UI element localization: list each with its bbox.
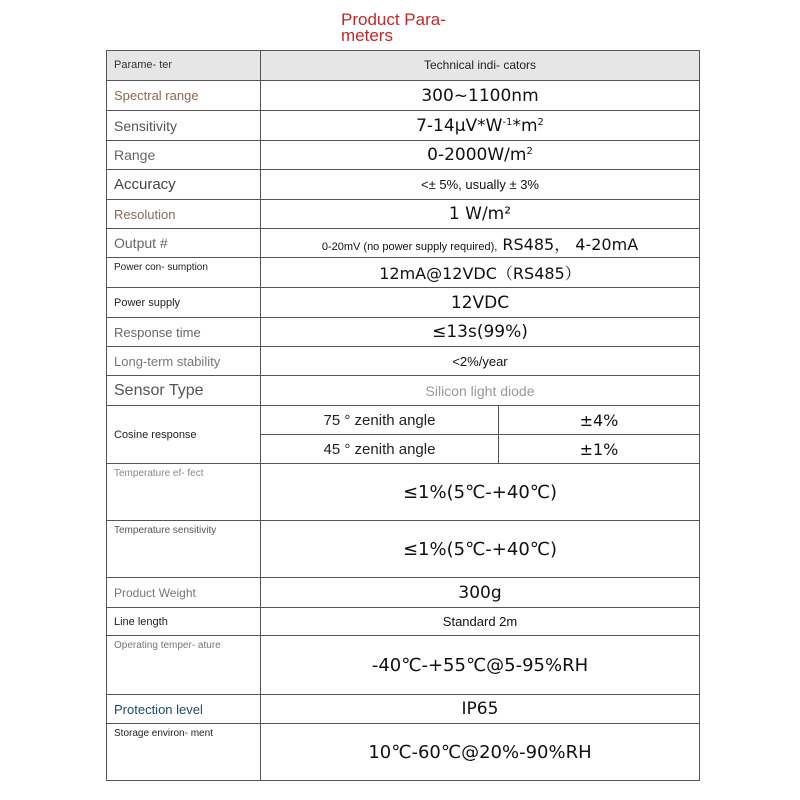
- label-spectral-range: Spectral range: [107, 81, 261, 111]
- value-temperature-sensitivity: ≤1%(5℃-+40℃): [261, 521, 700, 578]
- table-row: [107, 111, 700, 141]
- header-technical-indicators: Technical indi- cators: [261, 51, 700, 81]
- table-row: [107, 406, 700, 435]
- value-storage-environment: 10℃-60℃@20%-90%RH: [261, 724, 700, 781]
- label-resolution: Resolution: [107, 200, 261, 229]
- value-line-length: Standard 2m: [261, 608, 700, 636]
- value-long-term-stability: <2%/year: [261, 347, 700, 376]
- label-response-time: Response time: [107, 318, 261, 347]
- label-power-consumption: Power con- sumption: [107, 258, 261, 288]
- table-row: [107, 170, 700, 200]
- label-power-supply: Power supply: [107, 288, 261, 318]
- value-output: 0-20mV (no power supply required), RS485， 4-20mA: [261, 229, 700, 258]
- table-row: [107, 258, 700, 288]
- table-row: [107, 81, 700, 111]
- cosine-angle-75: 75 ° zenith angle: [261, 406, 499, 435]
- table-row: [107, 608, 700, 636]
- value-power-supply: 12VDC: [261, 288, 700, 318]
- label-output: Output #: [107, 229, 261, 258]
- value-resolution: 1 W/m²: [261, 200, 700, 229]
- cosine-value-75: ±4%: [499, 406, 700, 435]
- value-temperature-effect: ≤1%(5℃-+40℃): [261, 464, 700, 521]
- value-protection-level: IP65: [261, 695, 700, 724]
- cosine-value-45: ±1%: [499, 435, 700, 464]
- value-power-consumption: 12mA@12VDC（RS485）: [261, 258, 700, 288]
- value-sensor-type: Silicon light diode: [261, 376, 700, 406]
- page-title: [341, 12, 471, 44]
- label-long-term-stability: Long-term stability: [107, 347, 261, 376]
- table-row: [107, 347, 700, 376]
- table-row: [107, 521, 700, 578]
- label-range: Range: [107, 141, 261, 170]
- table-row: [107, 376, 700, 406]
- table-row: [107, 636, 700, 695]
- header-parameter: Parame- ter: [107, 51, 261, 81]
- label-line-length: Line length: [107, 608, 261, 636]
- value-product-weight: 300g: [261, 578, 700, 608]
- value-operating-temperature: -40℃-+55℃@5-95%RH: [261, 636, 700, 695]
- title-line-1: Product Para-: [341, 10, 446, 29]
- parameters-table: [106, 50, 700, 781]
- cosine-angle-45: 45 ° zenith angle: [261, 435, 499, 464]
- value-response-time: ≤13s(99%): [261, 318, 700, 347]
- label-accuracy: Accuracy: [107, 170, 261, 200]
- table-row: [107, 724, 700, 781]
- table-row: [107, 464, 700, 521]
- label-operating-temperature: Operating temper- ature: [107, 636, 261, 695]
- label-sensitivity: Sensitivity: [107, 111, 261, 141]
- value-sensitivity: $7-14\mu V*W^{-1}*m^2$: [261, 111, 700, 141]
- table-row: [107, 141, 700, 170]
- label-cosine-response: Cosine response: [107, 406, 261, 464]
- title-line-2: meters: [341, 26, 393, 45]
- value-spectral-range: 300~1100nm: [261, 81, 700, 111]
- value-accuracy: <± 5%, usually ± 3%: [261, 170, 700, 200]
- table-row: [107, 288, 700, 318]
- table-row: [107, 200, 700, 229]
- label-storage-environment: Storage environ- ment: [107, 724, 261, 781]
- label-protection-level: Protection level: [107, 695, 261, 724]
- table-row: [107, 695, 700, 724]
- table-row: [107, 229, 700, 258]
- table-row: [107, 578, 700, 608]
- value-range: $0-2000W/m^2$: [261, 141, 700, 170]
- label-product-weight: Product Weight: [107, 578, 261, 608]
- header-row: [107, 51, 700, 81]
- label-sensor-type: Sensor Type: [107, 376, 261, 406]
- label-temperature-effect: Temperature ef- fect: [107, 464, 261, 521]
- label-temperature-sensitivity: Temperature sensitivity: [107, 521, 261, 578]
- table-row: [107, 318, 700, 347]
